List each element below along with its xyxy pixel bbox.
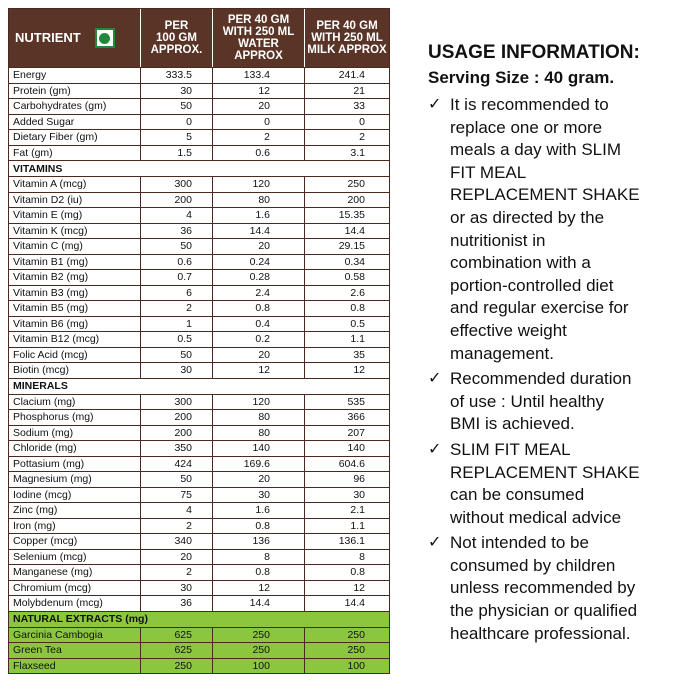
checkmark-icon: ✓ [428, 440, 442, 458]
table-row [9, 254, 389, 270]
value-per-100: 4 [141, 208, 213, 223]
nutrient-name: Dietary Fiber (gm) [9, 130, 141, 145]
nutrient-name: Manganese (mg) [9, 565, 141, 580]
usage-text: Recommended duration of use : Until healthy BMI is achieved. [450, 369, 632, 434]
nutrient-name: Vitamin B6 (mg) [9, 317, 141, 332]
nutrient-name: Added Sugar [9, 115, 141, 130]
value-water: 80 [213, 426, 305, 441]
value-milk: 100 [347, 659, 365, 672]
nutrient-name: Biotin (mcg) [9, 363, 141, 378]
value-per-100: 50 [141, 239, 213, 254]
value-per-100: 200 [141, 410, 213, 425]
value-water: 20 [213, 348, 305, 363]
value-milk: 250 [347, 178, 365, 191]
value-per-100: 20 [141, 550, 213, 565]
value-milk: 250 [347, 644, 365, 657]
value-per-100: 333.5 [141, 68, 213, 83]
serving-size: Serving Size : 40 gram. [428, 68, 615, 87]
value-milk: 12 [353, 581, 365, 594]
value-milk: 2 [359, 131, 365, 144]
value-per-100: 1 [141, 317, 213, 332]
value-water: 12 [213, 581, 305, 596]
nutrient-name: Selenium (mcg) [9, 550, 141, 565]
value-per-100: 5 [141, 130, 213, 145]
nutrient-name: Vitamin B2 (mg) [9, 270, 141, 285]
nutrient-name: Sodium (mg) [9, 426, 141, 441]
value-per-100: 0 [141, 115, 213, 130]
value-milk: 14.4 [344, 224, 365, 237]
table-row [9, 67, 389, 83]
header-nutrient-label: NUTRIENT [15, 30, 81, 45]
table-row [9, 238, 389, 254]
table-row [9, 192, 389, 208]
value-milk: 30 [353, 488, 365, 501]
nutrient-name: Vitamin A (mcg) [9, 177, 141, 192]
value-water: 0 [213, 115, 305, 130]
nutrient-name: Green Tea [9, 643, 141, 658]
value-water: 8 [213, 550, 305, 565]
table-header [9, 9, 389, 67]
nutrient-name: Vitamin E (mg) [9, 208, 141, 223]
value-milk: 366 [347, 411, 365, 424]
usage-title: USAGE INFORMATION: [428, 42, 640, 63]
value-per-100: 625 [141, 643, 213, 658]
nutrient-name: Protein (gm) [9, 84, 141, 99]
table-row [9, 518, 389, 534]
value-per-100: 250 [141, 659, 213, 674]
value-per-100: 424 [141, 457, 213, 472]
nutrient-name: Vitamin B1 (mg) [9, 255, 141, 270]
value-water: 12 [213, 84, 305, 99]
value-per-100: 30 [141, 84, 213, 99]
table-row [9, 285, 389, 301]
nutrient-name: Fat (gm) [9, 146, 141, 161]
table-row [9, 331, 389, 347]
veg-mark-icon [95, 28, 115, 48]
value-milk: 535 [347, 395, 365, 408]
usage-item [428, 368, 690, 436]
nutrient-name: Folic Acid (mcg) [9, 348, 141, 363]
table-row [9, 347, 389, 363]
value-per-100: 0.6 [141, 255, 213, 270]
header-milk: PER 40 GM WITH 250 ML MILK APPROX [307, 20, 387, 56]
value-water: 250 [213, 643, 305, 658]
value-milk: 1.1 [350, 519, 365, 532]
value-per-100: 75 [141, 488, 213, 503]
value-water: 0.4 [213, 317, 305, 332]
nutrient-name: Magnesium (mg) [9, 472, 141, 487]
value-per-100: 200 [141, 426, 213, 441]
nutrient-name: Pottasium (mg) [9, 457, 141, 472]
value-per-100: 50 [141, 99, 213, 114]
table-row [9, 223, 389, 239]
table-row [9, 300, 389, 316]
value-milk: 33 [353, 100, 365, 113]
table-row [9, 580, 389, 596]
value-milk: 241.4 [338, 69, 365, 82]
value-per-100: 0.7 [141, 270, 213, 285]
nutrient-name: Chloride (mg) [9, 441, 141, 456]
value-water: 14.4 [213, 596, 305, 611]
nutrient-name: Chromium (mcg) [9, 581, 141, 596]
vitamin-rows [9, 176, 389, 378]
value-water: 20 [213, 472, 305, 487]
value-water: 0.2 [213, 332, 305, 347]
usage-item [428, 94, 690, 365]
value-milk: 2.1 [350, 504, 365, 517]
nutrient-name: Vitamin D2 (iu) [9, 193, 141, 208]
table-row [9, 83, 389, 99]
value-milk: 12 [353, 364, 365, 377]
nutrient-name: Clacium (mg) [9, 395, 141, 410]
nutrient-name: Carbohydrates (gm) [9, 99, 141, 114]
value-water: 169.6 [213, 457, 305, 472]
value-water: 0.8 [213, 301, 305, 316]
table-row [9, 487, 389, 503]
mineral-rows [9, 394, 389, 611]
nutrient-name: Garcinia Cambogia [9, 628, 141, 643]
table-row [9, 362, 389, 378]
table-row [9, 269, 389, 285]
value-per-100: 2 [141, 519, 213, 534]
nutrient-name: Phosphorus (mg) [9, 410, 141, 425]
value-water: 2 [213, 130, 305, 145]
value-milk: 15.35 [338, 209, 365, 222]
extract-rows [9, 627, 389, 674]
nutrient-name: Vitamin C (mg) [9, 239, 141, 254]
value-per-100: 200 [141, 193, 213, 208]
nutrient-name: Copper (mcg) [9, 534, 141, 549]
usage-text: It is recommended to replace one or more meals a day with SLIM FIT MEAL REPLACEMENT SHAKE or as directed by the nutritionist in combination with a portion-controlled diet and regular exercise for effective weight management. [450, 95, 640, 363]
header-nutrient [9, 9, 141, 67]
value-water: 250 [213, 628, 305, 643]
value-milk: 96 [353, 473, 365, 486]
value-per-100: 340 [141, 534, 213, 549]
value-water: 20 [213, 99, 305, 114]
value-per-100: 300 [141, 177, 213, 192]
table-row [9, 627, 389, 643]
value-water: 0.24 [213, 255, 305, 270]
value-milk: 140 [347, 442, 365, 455]
table-row [9, 456, 389, 472]
value-per-100: 30 [141, 581, 213, 596]
table-row [9, 595, 389, 611]
value-milk: 29.15 [338, 240, 365, 253]
value-water: 120 [213, 395, 305, 410]
table-row [9, 316, 389, 332]
table-row [9, 129, 389, 145]
usage-item [428, 439, 690, 529]
value-water: 20 [213, 239, 305, 254]
value-water: 12 [213, 363, 305, 378]
value-milk: 604.6 [338, 457, 365, 470]
value-per-100: 300 [141, 395, 213, 410]
value-milk: 35 [353, 348, 365, 361]
usage-information [428, 40, 690, 648]
header-water: PER 40 GM WITH 250 ML WATER APPROX [213, 9, 305, 67]
nutrition-table [8, 8, 390, 674]
value-milk: 8 [359, 550, 365, 563]
nutrient-name: Vitamin B5 (mg) [9, 301, 141, 316]
value-per-100: 1.5 [141, 146, 213, 161]
value-milk: 207 [347, 426, 365, 439]
value-per-100: 30 [141, 363, 213, 378]
value-water: 133.4 [213, 68, 305, 83]
value-milk: 0.5 [350, 317, 365, 330]
value-water: 1.6 [213, 208, 305, 223]
value-water: 100 [213, 659, 305, 674]
usage-text: Not intended to be consumed by children unless recommended by the physician or qualified healthcare professional. [450, 533, 638, 643]
nutrient-name: Iodine (mcg) [9, 488, 141, 503]
usage-item [428, 532, 690, 645]
checkmark-icon: ✓ [428, 96, 442, 113]
section-minerals: MINERALS [9, 378, 389, 394]
value-per-100: 4 [141, 503, 213, 518]
table-row [9, 533, 389, 549]
value-water: 80 [213, 410, 305, 425]
nutrient-name: Molybdenum (mcg) [9, 596, 141, 611]
usage-list [428, 94, 690, 645]
value-water: 2.4 [213, 286, 305, 301]
value-milk: 2.6 [350, 286, 365, 299]
checkmark-icon: ✓ [428, 534, 442, 552]
table-row [9, 440, 389, 456]
value-water: 140 [213, 441, 305, 456]
value-water: 0.8 [213, 565, 305, 580]
table-row [9, 425, 389, 441]
checkmark-icon: ✓ [428, 370, 442, 388]
value-water: 1.6 [213, 503, 305, 518]
value-milk: 0.8 [350, 566, 365, 579]
table-row [9, 409, 389, 425]
table-row [9, 176, 389, 192]
basic-rows [9, 67, 389, 160]
value-water: 136 [213, 534, 305, 549]
value-per-100: 2 [141, 565, 213, 580]
value-water: 80 [213, 193, 305, 208]
value-water: 120 [213, 177, 305, 192]
table-row [9, 98, 389, 114]
table-row [9, 207, 389, 223]
value-per-100: 350 [141, 441, 213, 456]
value-milk: 0.34 [344, 255, 365, 268]
value-water: 0.6 [213, 146, 305, 161]
table-row [9, 502, 389, 518]
value-per-100: 2 [141, 301, 213, 316]
table-row [9, 471, 389, 487]
value-per-100: 50 [141, 348, 213, 363]
value-milk: 1.1 [350, 333, 365, 346]
value-water: 0.28 [213, 270, 305, 285]
value-milk: 200 [347, 193, 365, 206]
value-milk: 136.1 [338, 535, 365, 548]
value-milk: 250 [347, 628, 365, 641]
nutrient-name: Iron (mg) [9, 519, 141, 534]
value-per-100: 0.5 [141, 332, 213, 347]
table-row [9, 549, 389, 565]
value-per-100: 36 [141, 224, 213, 239]
nutrient-name: Vitamin K (mcg) [9, 224, 141, 239]
nutrient-name: Flaxseed [9, 659, 141, 674]
value-per-100: 6 [141, 286, 213, 301]
header-per-100: PER 100 GM APPROX. [141, 9, 213, 67]
value-milk: 14.4 [344, 597, 365, 610]
value-water: 30 [213, 488, 305, 503]
usage-text: SLIM FIT MEAL REPLACEMENT SHAKE can be consumed without medical advice [450, 439, 640, 527]
nutrient-name: Vitamin B3 (mg) [9, 286, 141, 301]
table-row [9, 658, 389, 674]
value-water: 0.8 [213, 519, 305, 534]
table-row [9, 114, 389, 130]
table-row [9, 145, 389, 161]
value-milk: 0.8 [350, 302, 365, 315]
nutrient-name: Vitamin B12 (mcg) [9, 332, 141, 347]
value-milk: 21 [353, 84, 365, 97]
table-row [9, 394, 389, 410]
section-vitamins: VITAMINS [9, 160, 389, 176]
section-extracts: NATURAL EXTRACTS (mg) [9, 611, 389, 627]
value-per-100: 50 [141, 472, 213, 487]
value-milk: 0.58 [344, 271, 365, 284]
table-row [9, 564, 389, 580]
nutrient-name: Energy [9, 68, 141, 83]
value-per-100: 625 [141, 628, 213, 643]
table-row [9, 642, 389, 658]
value-milk: 0 [359, 115, 365, 128]
nutrient-name: Zinc (mg) [9, 503, 141, 518]
value-milk: 3.1 [350, 146, 365, 159]
value-per-100: 36 [141, 596, 213, 611]
value-water: 14.4 [213, 224, 305, 239]
